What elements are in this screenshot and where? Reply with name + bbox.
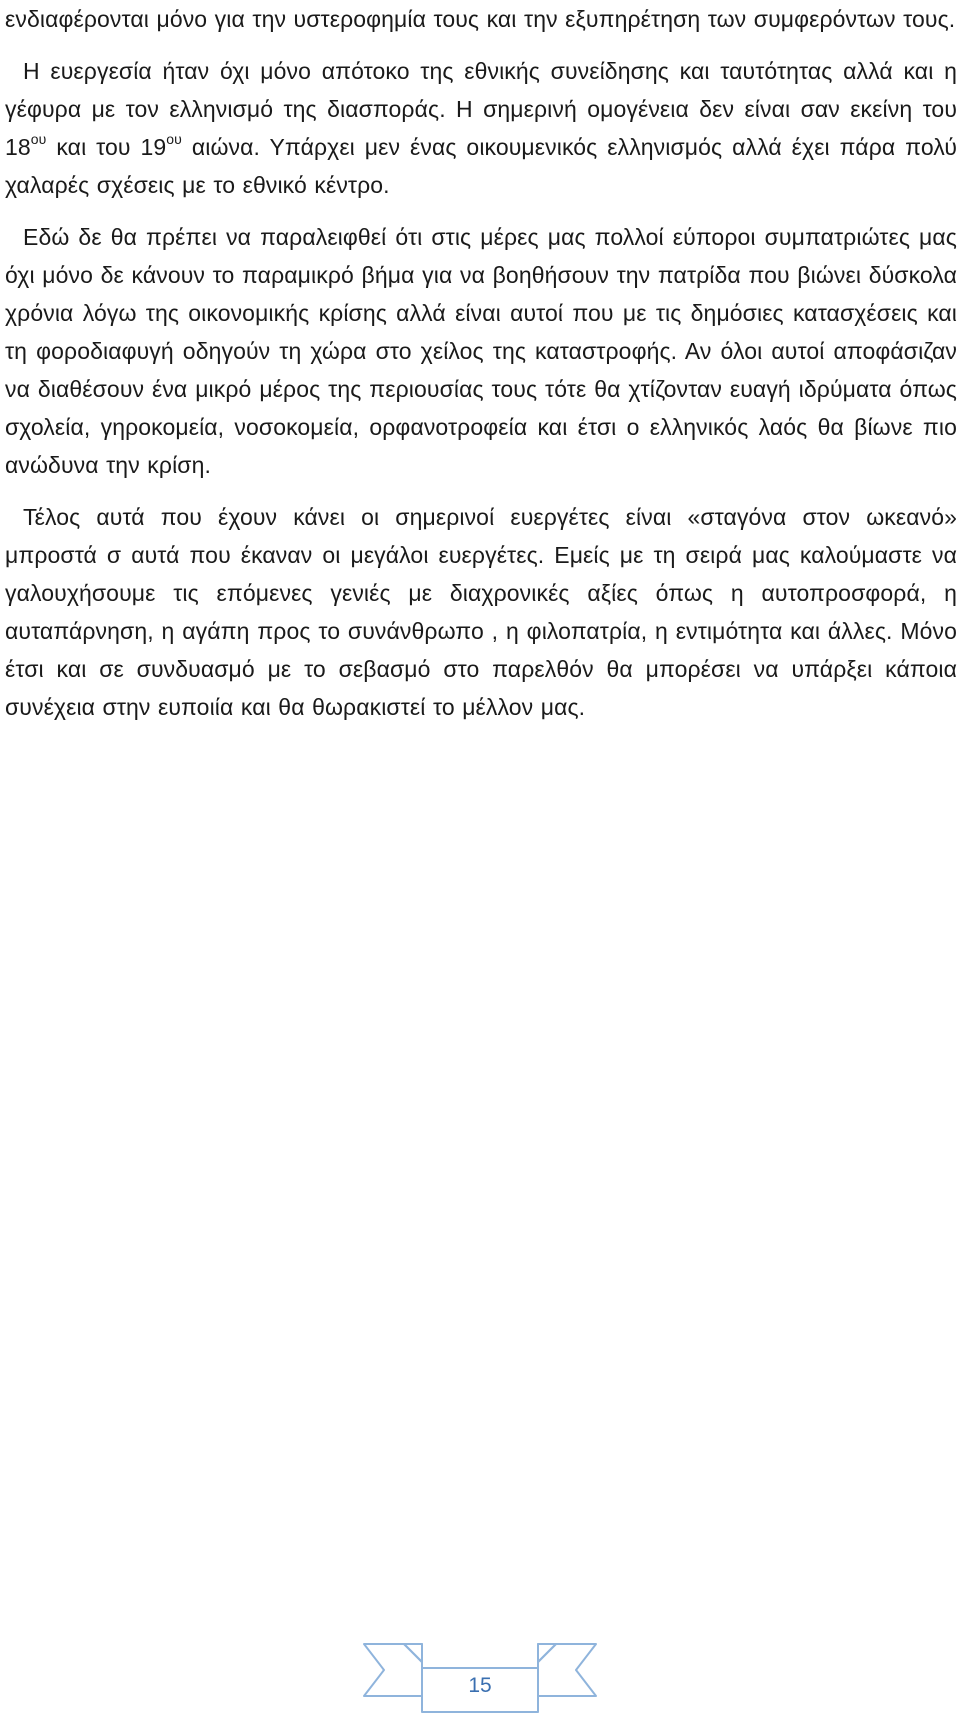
document-body <box>5 0 957 726</box>
ordinal-superscript: ου <box>166 131 182 148</box>
paragraph-2-text-c: αιώνα. Υπάρχει μεν ένας οικουμενικός ελληνισμός αλλά έχει πάρα πολύ χαλαρές σχέσεις με το εθνικό κέντρο. <box>5 134 957 198</box>
paragraph-1 <box>5 0 957 38</box>
page-number: 15 <box>468 1674 492 1697</box>
paragraph-4-text: Τέλος αυτά που έχουν κάνει οι σημερινοί ευεργέτες είναι «σταγόνα στον ωκεανό» μπροστά σ αυτά που έκαναν οι μεγάλοι ευεργέτες. Εμείς με τη σειρά μας καλούμαστε να γαλουχήσουμε τις επόμενες γενιές με διαχρονικές αξίες όπως η αυτοπροσφορά, η αυταπάρνηση, η αγάπη προς το συνάνθρωπο , η φιλοπατρία, η εντιμότητα και άλλες. Μόνο έτσι και σε συνδυασμό με το σεβασμό στο παρελθόν θα μπορέσει να υπάρξει κάποια συνέχεια στην ευποιία και θα θωρακιστεί το μέλλον μας. <box>5 504 957 720</box>
page-footer <box>362 1642 598 1714</box>
paragraph-2-text-b: και του 19 <box>46 134 167 160</box>
paragraph-2 <box>5 52 957 204</box>
ordinal-superscript: ου <box>30 131 47 148</box>
paragraph-2-text-a: Η ευεργεσία ήταν όχι μόνο απότοκο της εθνικής συνείδησης και ταυτότητας αλλά και η γέφυρα με τον ελληνισμό της διασποράς. Η σημερινή ομογένεια δεν είναι σαν εκείνη του 18 <box>5 58 957 160</box>
paragraph-1-text: ενδιαφέρονται μόνο για την υστεροφημία τους και την εξυπηρέτηση των συμφερόντων τους. <box>5 6 956 32</box>
paragraph-3 <box>5 218 957 484</box>
paragraph-4 <box>5 498 957 726</box>
paragraph-3-text: Εδώ δε θα πρέπει να παραλειφθεί ότι στις μέρες μας πολλοί εύποροι συμπατριώτες μας όχι μόνο δε κάνουν το παραμικρό βήμα για να βοηθήσουν την πατρίδα που βιώνει δύσκολα χρόνια λόγω της οικονομικής κρίσης αλλά είναι αυτοί που με τις δημόσιες κατασχέσεις και τη φοροδιαφυγή οδηγούν τη χώρα στο χείλος της καταστροφής. Αν όλοι αυτοί αποφάσιζαν να διαθέσουν ένα μικρό μέρος της περιουσίας τους τότε θα χτίζονταν ευαγή ιδρύματα όπως σχολεία, γηροκομεία, νοσοκομεία, ορφανοτροφεία και έτσι ο ελληνικός λαός θα βίωνε πιο ανώδυνα την κρίση. <box>5 224 957 478</box>
